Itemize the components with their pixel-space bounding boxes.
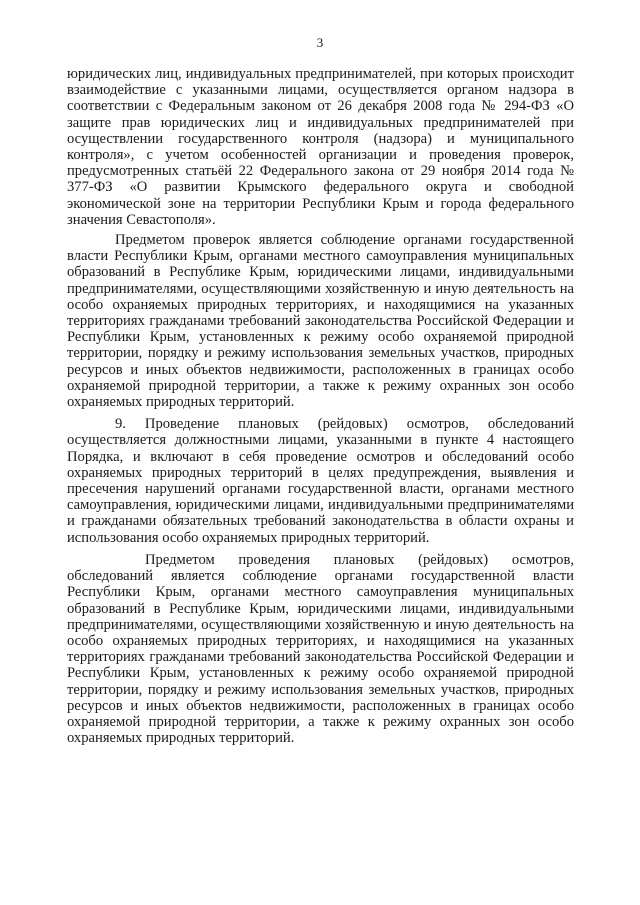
paragraph-raid-subject: Предметом проведения плановых (рейдовых) осмотров, обследований является соблюдение органами государственной власти Республики Крым, органами местного самоуправления муниципальных образований в Республике Крым, юридическими лицами, индивидуальными предпринимателями, осуществляющими хозяйственную и иную деятельность на особо охраняемых природных территориях, и находящимися на указанных территориях гражданами требований законодательства Российской Федерации и Республики Крым, установленных к режиму особо охраняемой природной территории, порядку и режиму использования земельных участков, природных ресурсов и иных объектов недвижимости, расположенных в границах особо охраняемой природной территории, а также к режиму охранных зон особо охраняемых природных территорий. — [67, 551, 574, 747]
paragraph-item-9: 9. Проведение плановых (рейдовых) осмотров, обследований осуществляется должностными лицами, указанными в пункте 4 настоящего Порядка, и включают в себя проведение осмотров и обследований особо охраняемых природных территорий в целях предупреждения, выявления и пресечения нарушений органами государственной власти, органами местного самоуправления, юридическими лицами, индивидуальными предпринимателями и гражданами обязательных требований законодательства в области охраны и использования особо охраняемых природных территорий. — [67, 416, 574, 546]
document-body — [67, 66, 574, 752]
page-number: 3 — [316, 35, 324, 50]
paragraph-inspection-subject: Предметом проверок является соблюдение органами государственной власти Республики Крым, органами местного самоуправления муниципальных образований в Республике Крым, юридическими лицами, индивидуальными предпринимателями, осуществляющими хозяйственную и иную деятельность на особо охраняемых природных территориях, и находящимися на указанных территориях гражданами требований законодательства Российской Федерации и Республики Крым, установленных к режиму особо охраняемой природной территории, порядку и режиму использования земельных участков, природных ресурсов и иных объектов недвижимости, расположенных в границах особо охраняемой природной территории, а также к режиму охранных зон особо охраняемых природных территорий. — [67, 232, 574, 411]
paragraph-continuation: юридических лиц, индивидуальных предпринимателей, при которых происходит взаимодействие с указанными лицами, осуществляется органом надзора в соответствии с Федеральным законом от 26 декабря 2008 года № 294-ФЗ «О защите прав юридических лиц и индивидуальных предпринимателей при осуществлении государственного контроля (надзора) и муниципального контроля», с учетом особенностей организации и проведения проверок, предусмотренных статьёй 22 Федерального закона от 29 ноября 2014 года № 377-ФЗ «О развитии Крымского федерального округа и свободной экономической зоне на территории Республики Крым и города федерального значения Севастополя». — [67, 66, 574, 228]
